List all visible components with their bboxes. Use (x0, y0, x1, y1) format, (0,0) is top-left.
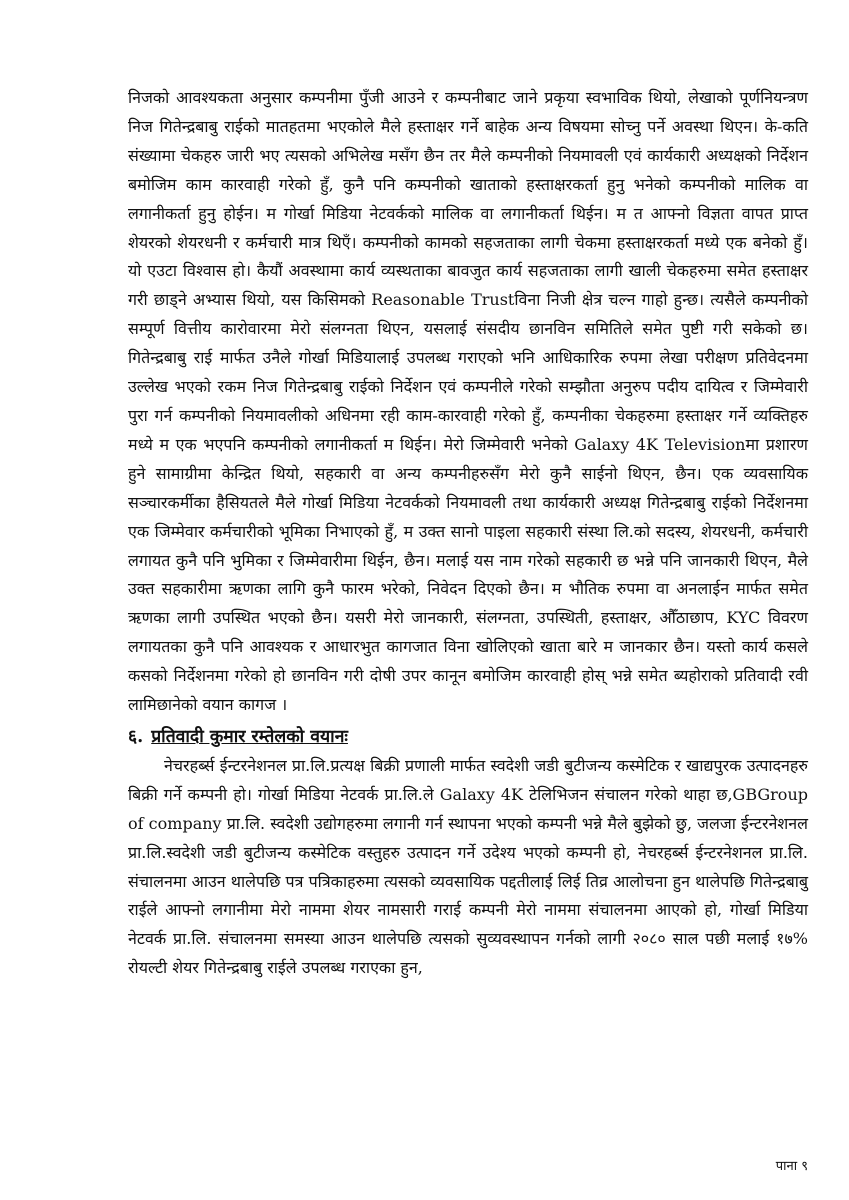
section-heading (128, 722, 808, 752)
statement-paragraph-kumar: नेचरहर्ब्स ईन्टरनेशनल प्रा.लि.प्रत्यक्ष बिक्री प्रणाली मार्फत स्वदेशी जडी बुटीजन्य कस्मेटिक र खाद्यपुरक उत्पादनहरु बिक्री गर्ने कम्पनी हो। गोर्खा मिडिया नेटवर्क प्रा.लि.ले Galaxy 4K टेलिभिजन संचालन गरेको थाहा छ,GBGroup of company प्रा.लि. स्वदेशी उद्योगहरुमा लगानी गर्न स्थापना भएको कम्पनी भन्ने मैले बुझेको छु, जलजा ईन्टरनेशनल प्रा.लि.स्वदेशी जडी बुटीजन्य कस्मेटिक वस्तुहरु उत्पादन गर्ने उदेश्य भएको कम्पनी हो, नेचरहर्ब्स ईन्टरनेशनल प्रा.लि. संचालनमा आउन थालेपछि पत्र पत्रिकाहरुमा त्यसको व्यवसायिक पद्दतीलाई लिई तिव्र आलोचना हुन थालेपछि गितेन्द्रबाबु राईले आफ्नो लगानीमा मेरो नाममा शेयर नामसारी गराई कम्पनी मेरो नाममा संचालनमा आएको हो, गोर्खा मिडिया नेटवर्क प्रा.लि. संचालनमा समस्या आउन थालेपछि त्यसको सुव्यवस्थापन गर्नको लागी २०८० साल पछी मलाई १७% रोयल्टी शेयर गितेन्द्रबाबु राईले उपलब्ध गराएका हुन, (128, 755, 808, 978)
page-number: पाना ९ (775, 1159, 808, 1174)
statement-paragraph: निजको आवश्यकता अनुसार कम्पनीमा पुँजी आउने र कम्पनीबाट जाने प्रकृया स्वभाविक थियो, लेखाको पूर्णनियन्त्रण निज गितेन्द्रबाबु राईको मातहतमा भएकोले मैले हस्ताक्षर गर्ने बाहेक अन्य विषयमा सोच्नु पर्ने अवस्था थिएन। के-कति संख्यामा चेकहरु जारी भए त्यसको अभिलेख मसँग छैन तर मैले कम्पनीको नियमावली एवं कार्यकारी अध्यक्षको निर्देशन बमोजिम काम कारवाही गरेको हुँ, कुनै पनि कम्पनीको खाताको हस्ताक्षरकर्ता हुनु भनेको कम्पनीको मालिक वा लगानीकर्ता हुनु होईन। म गोर्खा मिडिया नेटवर्कको मालिक वा लगानीकर्ता थिईन। म त आफ्नो विज्ञता वापत प्राप्त शेयरको शेयरधनी र कर्मचारी मात्र थिएँ। कम्पनीको कामको सहजताका लागी चेकमा हस्ताक्षरकर्ता मध्ये एक बनेको हुँ। यो एउटा विश्वास हो। कैयौं अवस्थामा कार्य व्यस्थताका बावजुत कार्य सहजताका लागी खाली चेकहरुमा समेत हस्ताक्षर गरी छाड्ने अभ्यास थियो, यस किसिमको Reasonable Trustविना निजी क्षेत्र चल्न गाहो हुन्छ। त्यसैले कम्पनीको सम्पूर्ण वित्तीय कारोवारमा मेरो संलग्नता थिएन, यसलाई संसदीय छानविन समितिले समेत पुष्टी गरी सकेको छ। गितेन्द्रबाबु राई मार्फत उनैले गोर्खा मिडियालाई उपलब्ध गराएको भनि आधिकारिक रुपमा लेखा परीक्षण प्रतिवेदनमा उल्लेख भएको रकम निज गितेन्द्रबाबु राईको निर्देशन एवं कम्पनीले गरेको सम्झौता अनुरुप पदीय दायित्व र जिम्मेवारी पुरा गर्न कम्पनीको नियमावलीको अधिनमा रही काम-कारवाही गरेको हुँ, कम्पनीका चेकहरुमा हस्ताक्षर गर्ने व्यक्तिहरु मध्ये म एक भएपनि कम्पनीको लगानीकर्ता म थिईन। मेरो जिम्मेवारी भनेको Galaxy 4K Televisionमा प्रशारण हुने सामाग्रीमा केन्द्रित थियो, सहकारी वा अन्य कम्पनीहरुसँग मेरो कुनै साईनो थिएन, छैन। एक व्यवसायिक सञ्चारकर्मीका हैसियतले मैले गोर्खा मिडिया नेटवर्कको नियमावली तथा कार्यकारी अध्यक्ष गितेन्द्रबाबु राईको निर्देशनमा एक जिम्मेवार कर्मचारीको भूमिका निभाएको हुँ, म उक्त सानो पाइला सहकारी संस्था लि.को सदस्य, शेयरधनी, कर्मचारी लगायत कुनै पनि भुमिका र जिम्मेवारीमा थिईन, छैन। मलाई यस नाम गरेको सहकारी छ भन्ने पनि जानकारी थिएन, मैले उक्त सहकारीमा ऋणका लागि कुनै फारम भरेको, निवेदन दिएको छैन। म भौतिक रुपमा वा अनलाईन मार्फत समेत ऋणका लागी उपस्थित भएको छैन। यसरी मेरो जानकारी, संलग्नता, उपस्थिती, हस्ताक्षर, औँठाछाप, KYC विवरण लगायतका कुनै पनि आवश्यक र आधारभुत कागजात विना खोलिएको खाता बारे म जानकार छैन। यस्तो कार्य कसले कसको निर्देशनमा गरेको हो छानविन गरी दोषी उपर कानून बमोजिम कारवाही होस् भन्ने समेत ब्यहोराको प्रतिवादी रवी लामिछानेको वयान कागज । (128, 88, 808, 715)
section-number: ६. (128, 726, 144, 747)
section-title: प्रतिवादी कुमार रम्तेलको वयानः (151, 726, 348, 747)
document-body (128, 84, 808, 983)
